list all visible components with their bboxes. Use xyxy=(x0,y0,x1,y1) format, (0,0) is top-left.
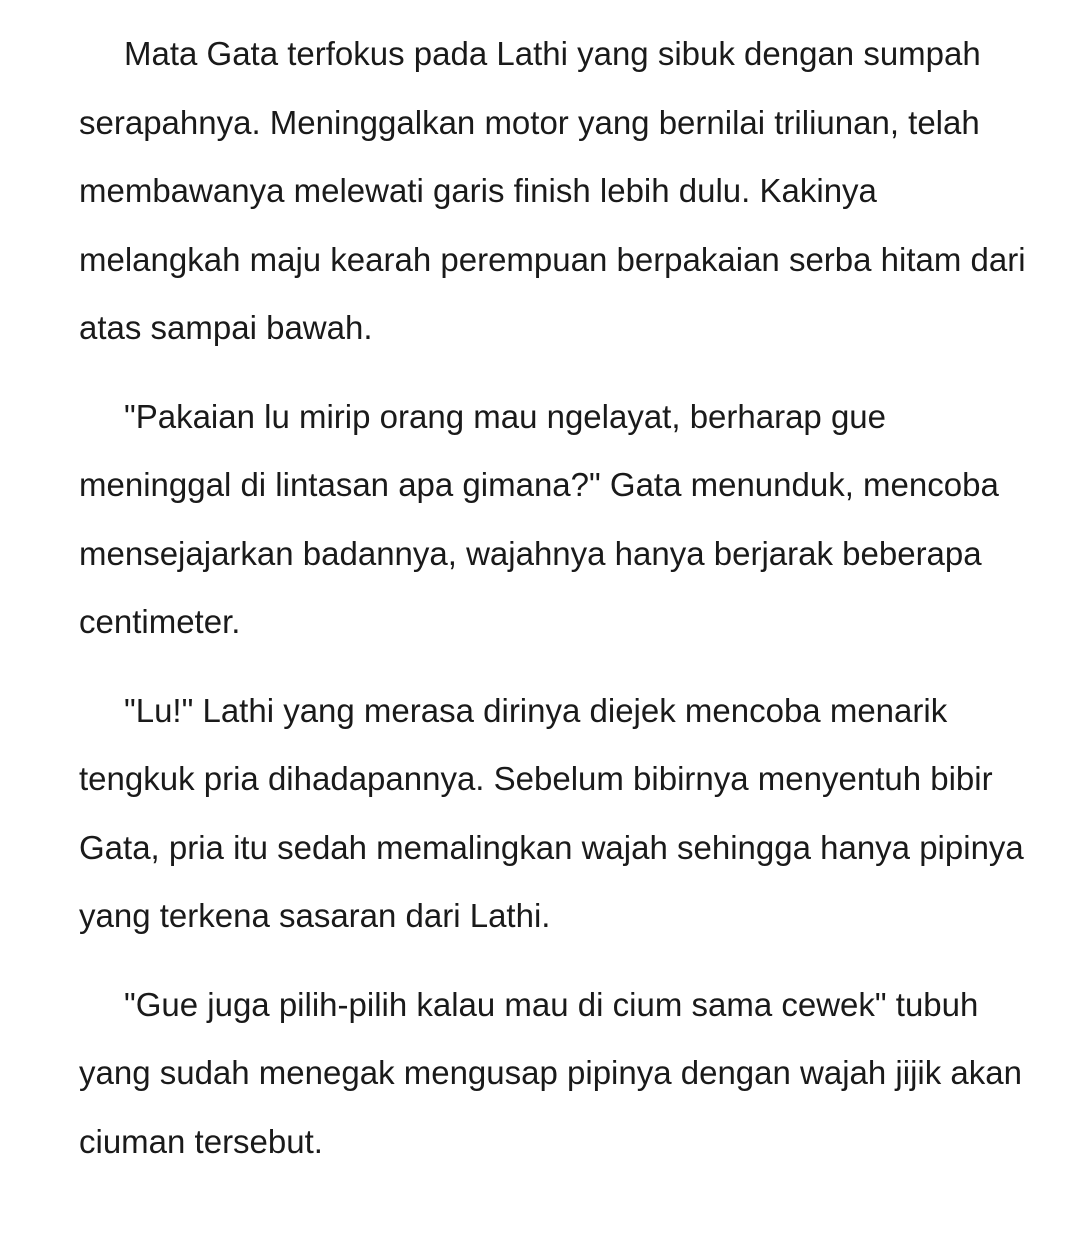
story-text xyxy=(79,20,1039,1176)
paragraph-3: "Lu!" Lathi yang merasa dirinya diejek mencoba menarik tengkuk pria dihadapannya. Sebelum bibirnya menyentuh bibir Gata, pria itu sedah memalingkan wajah sehingga hanya pipinya yang terkena sasaran dari Lathi. xyxy=(79,691,1024,934)
paragraph-4: "Gue juga pilih-pilih kalau mau di cium sama cewek" tubuh yang sudah menegak mengusap pipinya dengan wajah jijik akan ciuman tersebut. xyxy=(79,985,1022,1160)
paragraph-1: Mata Gata terfokus pada Lathi yang sibuk dengan sumpah serapahnya. Meninggalkan motor yang bernilai triliunan, telah membawanya melewati garis finish lebih dulu. Kakinya melangkah maju kearah perempuan berpakaian serba hitam dari atas sampai bawah. xyxy=(79,35,1026,346)
paragraph-2: "Pakaian lu mirip orang mau ngelayat, berharap gue meninggal di lintasan apa gimana?" Gata menunduk, mencoba mensejajarkan badannya, wajahnya hanya berjarak beberapa centimeter. xyxy=(79,397,999,640)
